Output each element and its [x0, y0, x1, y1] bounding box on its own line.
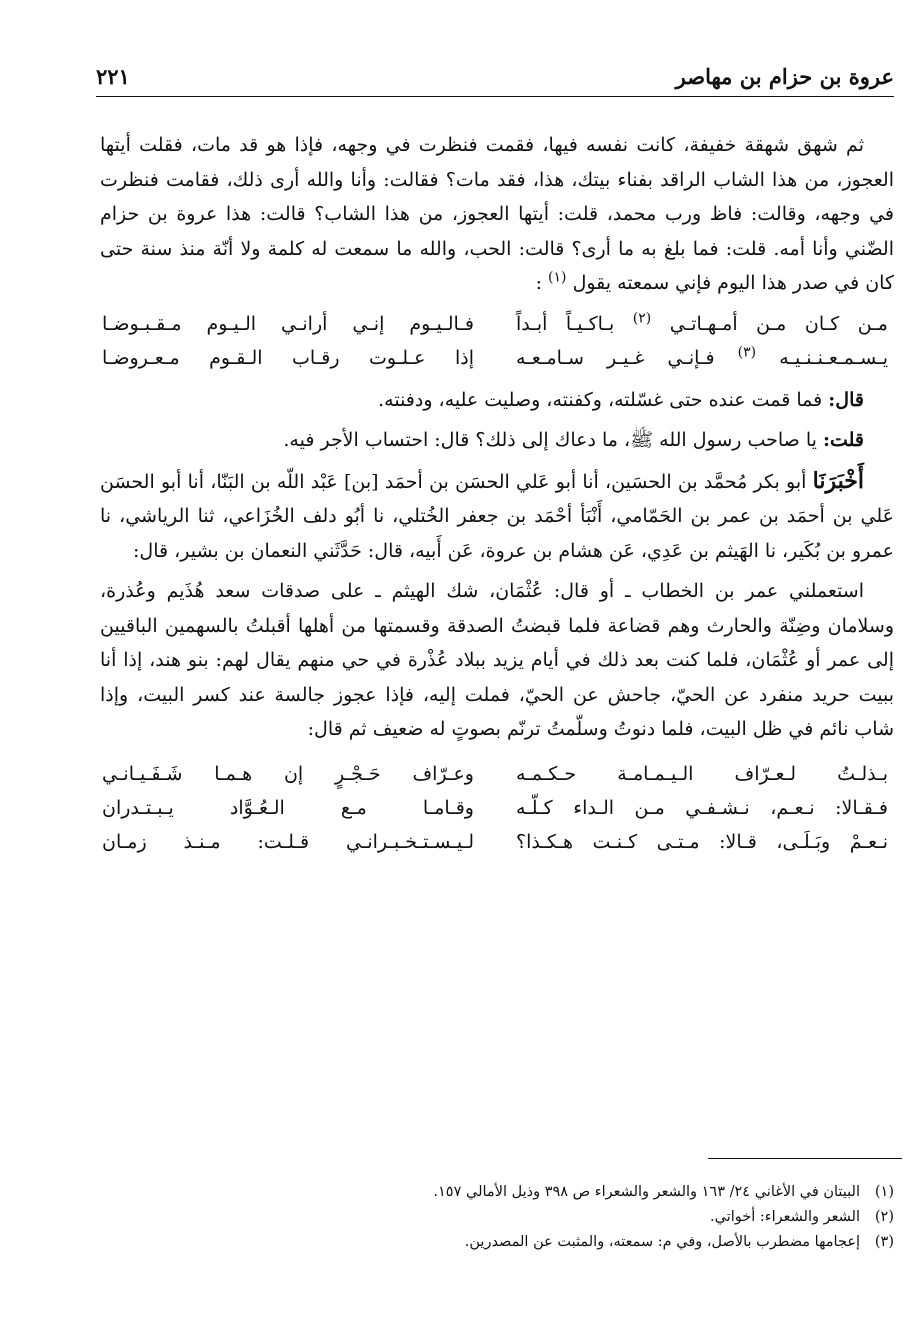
verse-hemistich-right	[516, 341, 894, 375]
paragraph-4-text: أبو بكر مُحمَّد بن الحسَين، أنا أبو عَلي الحسَن بن أحمَد [بن] عَبْد اللّه بن البَنّا، أنا أبو الحسَن عَلي بن أحمَد بن عمر بن الحَمّامي، أَنْبَأ أحْمَد بن جعفر الخُتلي، نا أبُو دلف الخُزَاعي، ثنا الرياشي، نا عمرو بن بُكَير، نا الهَيثم بن عَدِي، عَن هشام بن عروة، عَن أَبيه، قال: حَدَّثَني النعمان بن بشير، قال:	[100, 470, 894, 562]
verse-hemistich-left: إذا عـلـوت رقـاب الـقـوم مـعـروضـا	[102, 346, 474, 369]
footnote-ref-3: (٣)	[737, 344, 757, 361]
header-title: عروة بن حزام بن مهاصر	[675, 64, 894, 89]
main-text	[100, 128, 894, 859]
verse-line	[100, 825, 894, 859]
verse-hemistich-left: وقـامـا مـع الـعُـوَّاد يـبـتـدران	[102, 796, 474, 819]
footnote-item	[100, 1230, 894, 1255]
verse-hemistich-left: فـالـيـوم إنـي أرانـي الـيـوم مـقـبـوضـا	[102, 312, 474, 335]
verse-hemistich-right: نـعـمْ وبَـلَـى، قـالا: مـتـى كـنـت هـكـذا؟	[516, 830, 888, 853]
footnote-text: إعجامها مضطرب بالأصل، وفي م: سمعته، والمثبت عن المصدرين.	[464, 1234, 860, 1250]
footnote-number: (٣)	[874, 1234, 894, 1250]
page-number: ٢٢١	[96, 64, 130, 89]
paragraph-1-end: :	[535, 272, 542, 294]
hemistich-text: يـسـمـعـنـنـيـه	[779, 346, 888, 369]
paragraph-5: استعملني عمر بن الخطاب ـ أو قال: عُثْمَان، شك الهيثم ـ على صدقات سعد هُذَيم وعُذرة، وسلامان وضِنّة والحارث وهم قضاعة فلما قبضتُ الصدقة وقسمتها من أهلها أقبلتُ بالسهمين الباقيين إلى عمر أو عُثْمَان، فلما كنت بعد ذلك في أيام يزيد ببلاد عُذْرة في حي منهم يقال لهم: بنو هند، إذا أنا ببيت حريد منفرد عن الحيّ، جاحش عن الحيّ، فملت إليه، فإذا عجوز جالسة عند كسر البيت، وإذا شاب نائم في ظل البيت، فلما دنوتُ وسلّمتُ ترنّم بصوتٍ له ضعيف ثم قال:	[100, 580, 894, 740]
paragraph-2-text: فما قمت عنده حتى غسّلته، وكفنته، وصليت عليه، ودفنته.	[378, 388, 823, 411]
verse-block-2	[100, 757, 894, 859]
paragraph-1-text: ثم شهق شهقة خفيفة، كانت نفسه فيها، فقمت فنظرت في وجهه، فإذا هو قد مات، فقلت أيتها العجوز، من هذا الشاب الراقد بفناء بيتك، هذا، فقد مات؟ فقالت: وأنا والله أرى ذلك، فقامت فنظرت في وجهه، وقالت: فاظ ورب محمد، قلت: أيتها العجوز، من هذا الشاب؟ قالت: هذا عروة بن حزام الضّني وأنا أمه. قلت: فما بلغ به ما أرى؟ قالت: الحب، والله ما سمعت له كلمة ولا أنّة منذ سنة حتى كان في صدر هذا اليوم فإني سمعته يقول	[100, 134, 894, 294]
footnote-ref-1: (١)	[548, 269, 567, 286]
verse-hemistich-left: لـيـسـتـخـبـرانـي قـلـت: مـنـذ زمـان	[102, 830, 474, 853]
verse-hemistich-right: فـقـالا: نـعـم، نـشـفـي مـن الـداء كـلّـه	[516, 796, 888, 819]
footnote-item	[100, 1180, 894, 1205]
footnote-text: الشعر والشعراء: أخواتي.	[710, 1209, 860, 1225]
isnad-lead: أَخْبَرَنَا	[812, 467, 864, 494]
verse-hemistich-right: بـذلـتُ لـعـرّاف الـيـمـامـة حـكـمـه	[516, 762, 888, 785]
paragraph-2	[100, 383, 894, 418]
speaker-label: قلت:	[822, 429, 864, 451]
hemistich-text-end: بـاكـيـاً أبـداً	[516, 312, 615, 335]
verse-line	[100, 791, 894, 825]
footnote-text: البيتان في الأغاني ٢٤/ ١٦٣ والشعر والشعراء ص ٣٩٨ وذيل الأمالي ١٥٧.	[433, 1184, 860, 1200]
footnote-number: (٢)	[874, 1209, 894, 1225]
verse-block-1	[100, 307, 894, 375]
hemistich-text-end: فـإنـي غـيـر سـامـعـه	[516, 346, 715, 369]
verse-hemistich-right	[516, 307, 894, 341]
running-header	[96, 62, 894, 97]
footnote-ref-2: (٢)	[632, 310, 652, 327]
verse-line	[100, 757, 894, 791]
paragraph-4	[100, 464, 894, 569]
hemistich-text: مـن كـان مـن أمـهـاتـي	[669, 312, 888, 335]
paragraph-3-text: يا صاحب رسول الله ﷺ، ما دعاك إلى ذلك؟ قال: احتساب الأجر فيه.	[283, 429, 817, 451]
footnote-number: (١)	[874, 1184, 894, 1200]
paragraph-1	[100, 128, 894, 301]
verse-hemistich-left: وعـرّاف حَـجْـرٍ إن هـمـا شَـفَـيـانـي	[102, 762, 474, 785]
footnotes	[100, 1180, 894, 1255]
verse-line	[100, 307, 894, 341]
speaker-label: قال:	[828, 388, 864, 411]
footnote-item	[100, 1205, 894, 1230]
verse-line	[100, 341, 894, 375]
paragraph-3	[100, 423, 894, 458]
footnote-divider	[708, 1158, 902, 1159]
